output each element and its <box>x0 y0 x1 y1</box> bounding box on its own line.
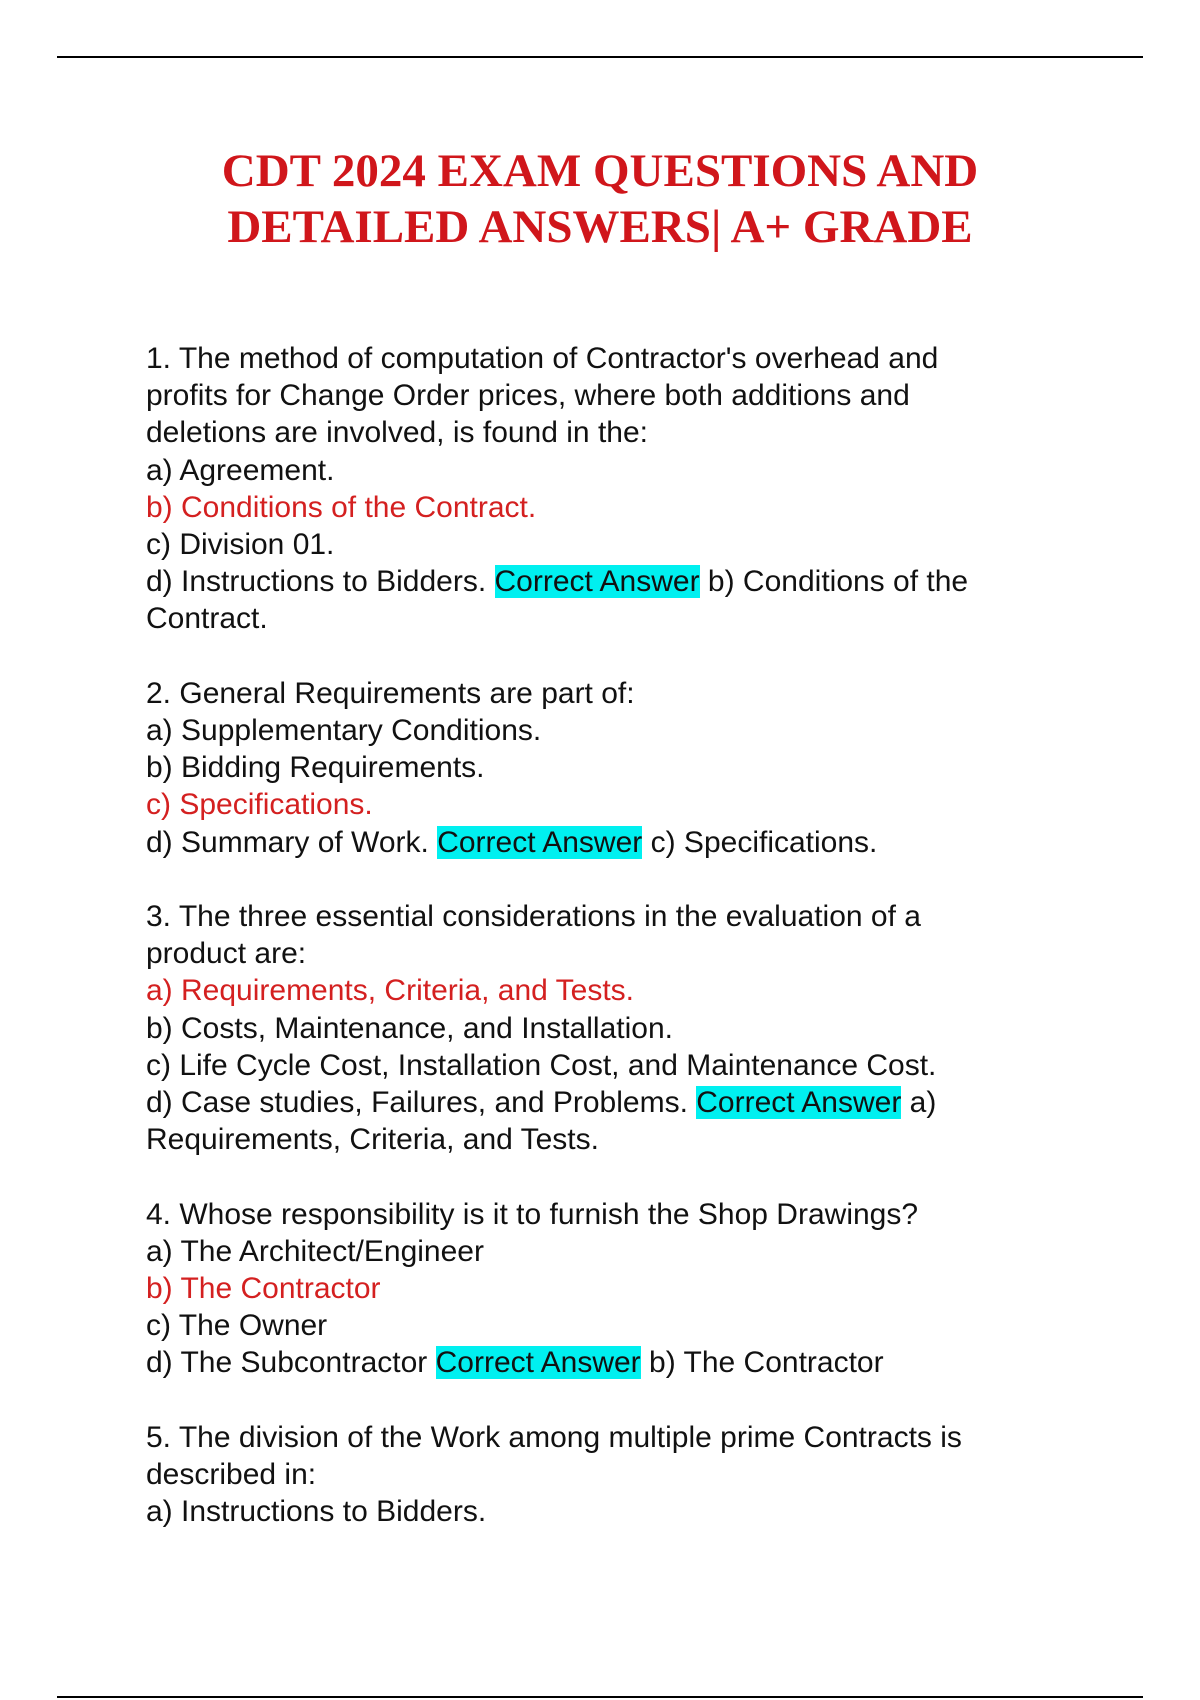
option-d-with-answer <box>146 1084 1076 1121</box>
option-d: d) Summary of Work. <box>146 825 429 859</box>
answer-text: b) The Contractor <box>649 1346 884 1380</box>
question-4 <box>146 1196 1076 1382</box>
option-c-correct: c) Specifications. <box>146 788 373 822</box>
option-b: b) Costs, Maintenance, and Installation. <box>146 1011 673 1045</box>
question-stem-line: described in: <box>146 1458 317 1492</box>
question-stem-line: 4. Whose responsibility is it to furnish the Shop Drawings? <box>146 1197 919 1231</box>
question-stem-line: 3. The three essential considerations in the evaluation of a <box>146 900 921 934</box>
option-b: b) Bidding Requirements. <box>146 751 485 785</box>
option-d: d) Instructions to Bidders. <box>146 565 487 599</box>
question-stem-line: product are: <box>146 937 307 971</box>
option-b-correct: b) Conditions of the Contract. <box>146 490 537 524</box>
correct-answer-label: Correct Answer <box>696 1086 902 1120</box>
option-a: a) Supplementary Conditions. <box>146 714 542 748</box>
option-b-correct: b) The Contractor <box>146 1272 381 1306</box>
answer-text-wrap: Requirements, Criteria, and Tests. <box>146 1123 599 1157</box>
bottom-rule <box>57 1696 1143 1698</box>
question-stem-line: 2. General Requirements are part of: <box>146 676 635 710</box>
question-1 <box>146 340 1076 638</box>
title-line-1: CDT 2024 EXAM QUESTIONS AND <box>221 145 979 197</box>
title-line-2: DETAILED ANSWERS| A+ GRADE <box>227 201 973 253</box>
option-d-with-answer <box>146 563 1076 600</box>
question-2 <box>146 675 1076 861</box>
question-stem-line: 5. The division of the Work among multiple prime Contracts is <box>146 1420 962 1454</box>
question-stem-line: deletions are involved, is found in the: <box>146 416 648 450</box>
option-a: a) The Architect/Engineer <box>146 1234 484 1268</box>
correct-answer-label: Correct Answer <box>435 1346 641 1380</box>
option-c: c) Life Cycle Cost, Installation Cost, and Maintenance Cost. <box>146 1048 937 1082</box>
question-stem-line: profits for Change Order prices, where both additions and <box>146 379 910 413</box>
option-d: d) Case studies, Failures, and Problems. <box>146 1086 688 1120</box>
document-title <box>100 143 1100 255</box>
option-d-with-answer <box>146 1344 1076 1381</box>
option-c: c) Division 01. <box>146 528 335 562</box>
answer-text: c) Specifications. <box>650 825 878 859</box>
option-a-correct: a) Requirements, Criteria, and Tests. <box>146 974 634 1008</box>
question-3 <box>146 898 1076 1158</box>
questions-list <box>146 340 1076 1568</box>
option-c: c) The Owner <box>146 1309 328 1343</box>
answer-text: a) <box>909 1086 937 1120</box>
option-a: a) Instructions to Bidders. <box>146 1495 487 1529</box>
question-stem-line: 1. The method of computation of Contractor's overhead and <box>146 342 939 375</box>
option-a: a) Agreement. <box>146 453 335 487</box>
top-rule <box>57 56 1143 58</box>
correct-answer-label: Correct Answer <box>437 825 643 859</box>
correct-answer-label: Correct Answer <box>494 565 700 599</box>
answer-text-wrap: Contract. <box>146 602 268 636</box>
option-d-with-answer <box>146 824 1076 861</box>
question-5 <box>146 1419 1076 1531</box>
option-d: d) The Subcontractor <box>146 1346 428 1380</box>
answer-text: b) Conditions of the <box>707 565 969 599</box>
